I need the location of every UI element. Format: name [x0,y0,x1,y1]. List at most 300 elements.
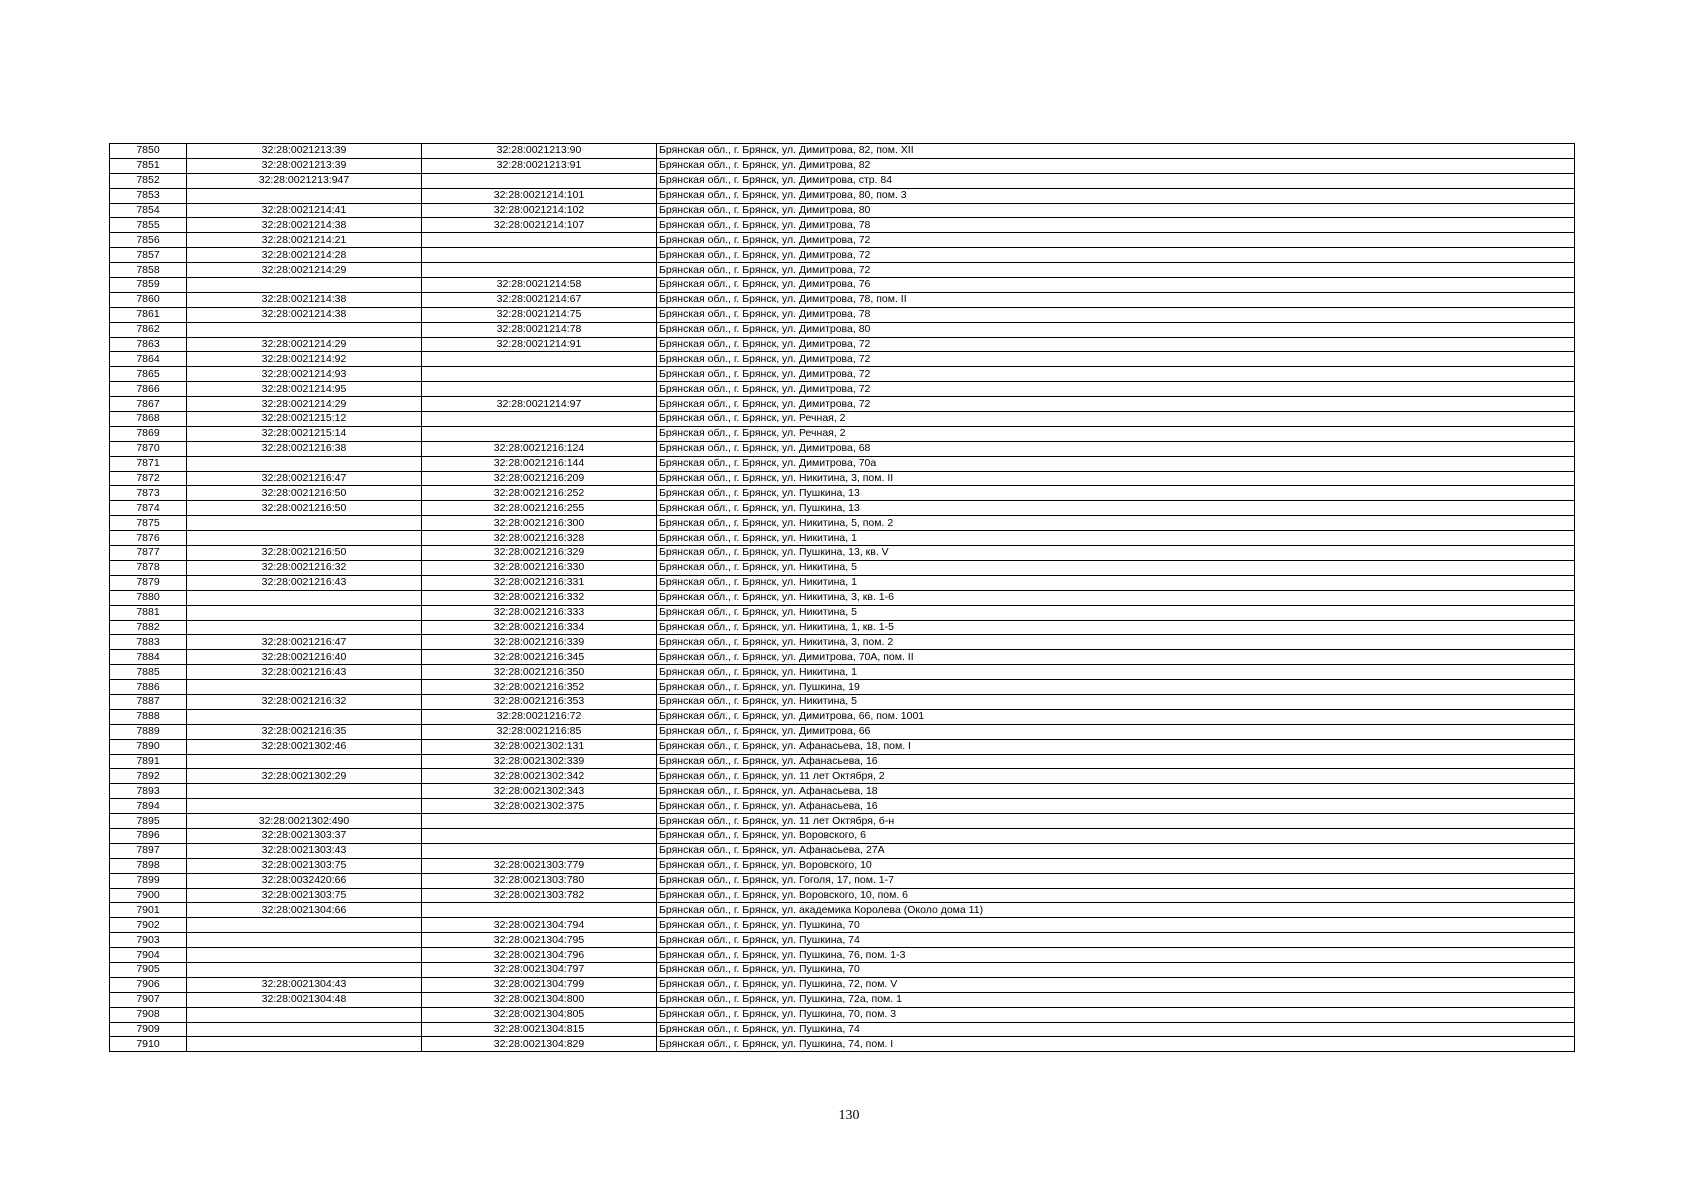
row-number-cell: 7887 [110,694,187,709]
address-cell: Брянская обл., г. Брянск, ул. Пушкина, 13 [657,501,1575,516]
address-cell: Брянская обл., г. Брянск, ул. Никитина, 1 [657,575,1575,590]
table-row [110,501,1575,516]
table-row [110,754,1575,769]
object-cadastral-number-cell: 32:28:0021216:255 [422,501,657,516]
table-row [110,292,1575,307]
parcel-cadastral-number-cell: 32:28:0021216:47 [187,635,422,650]
address-cell: Брянская обл., г. Брянск, ул. Димитрова, 82, пом. XII [657,144,1575,159]
row-number-cell: 7900 [110,888,187,903]
table-row [110,144,1575,159]
table-row [110,382,1575,397]
row-number-cell: 7865 [110,367,187,382]
object-cadastral-number-cell [422,233,657,248]
parcel-cadastral-number-cell [187,680,422,695]
table-row [110,977,1575,992]
row-number-cell: 7880 [110,590,187,605]
address-cell: Брянская обл., г. Брянск, ул. Никитина, 3, пом. 2 [657,635,1575,650]
object-cadastral-number-cell: 32:28:0021216:328 [422,531,657,546]
address-cell: Брянская обл., г. Брянск, ул. Димитрова, 72 [657,352,1575,367]
row-number-cell: 7875 [110,516,187,531]
parcel-cadastral-number-cell [187,188,422,203]
object-cadastral-number-cell: 32:28:0021304:799 [422,977,657,992]
parcel-cadastral-number-cell [187,516,422,531]
row-number-cell: 7870 [110,441,187,456]
row-number-cell: 7866 [110,382,187,397]
object-cadastral-number-cell: 32:28:0021216:329 [422,546,657,561]
parcel-cadastral-number-cell: 32:28:0021216:35 [187,724,422,739]
page-number: 130 [838,1108,860,1123]
row-number-cell: 7857 [110,248,187,263]
address-cell: Брянская обл., г. Брянск, ул. Воровского, 10 [657,858,1575,873]
parcel-cadastral-number-cell: 32:28:0021303:37 [187,828,422,843]
address-cell: Брянская обл., г. Брянск, ул. Воровского, 10, пом. 6 [657,888,1575,903]
table-row [110,873,1575,888]
object-cadastral-number-cell: 32:28:0021216:300 [422,516,657,531]
address-cell: Брянская обл., г. Брянск, ул. Афанасьева, 18, пом. I [657,739,1575,754]
table-row [110,471,1575,486]
row-number-cell: 7905 [110,962,187,977]
row-number-cell: 7869 [110,426,187,441]
address-cell: Брянская обл., г. Брянск, ул. Димитрова, 72 [657,263,1575,278]
object-cadastral-number-cell [422,367,657,382]
address-cell: Брянская обл., г. Брянск, ул. Димитрова, 72 [657,382,1575,397]
address-cell: Брянская обл., г. Брянск, ул. Димитрова, 80, пом. 3 [657,188,1575,203]
address-cell: Брянская обл., г. Брянск, ул. академика Королева (Около дома 11) [657,903,1575,918]
address-cell: Брянская обл., г. Брянск, ул. Димитрова, 70а [657,456,1575,471]
row-number-cell: 7871 [110,456,187,471]
parcel-cadastral-number-cell: 32:28:0021303:75 [187,888,422,903]
row-number-cell: 7886 [110,680,187,695]
address-cell: Брянская обл., г. Брянск, ул. Пушкина, 74 [657,1022,1575,1037]
parcel-cadastral-number-cell: 32:28:0021214:38 [187,307,422,322]
object-cadastral-number-cell: 32:28:0021216:353 [422,694,657,709]
row-number-cell: 7910 [110,1037,187,1052]
table-row [110,1022,1575,1037]
row-number-cell: 7890 [110,739,187,754]
parcel-cadastral-number-cell: 32:28:0032420:66 [187,873,422,888]
parcel-cadastral-number-cell [187,456,422,471]
parcel-cadastral-number-cell: 32:28:0021216:43 [187,665,422,680]
row-number-cell: 7854 [110,203,187,218]
table-row [110,218,1575,233]
object-cadastral-number-cell: 32:28:0021216:330 [422,560,657,575]
address-cell: Брянская обл., г. Брянск, ул. Никитина, 1 [657,531,1575,546]
table-row [110,412,1575,427]
table-row [110,784,1575,799]
address-cell: Брянская обл., г. Брянск, ул. Пушкина, 70 [657,918,1575,933]
parcel-cadastral-number-cell [187,605,422,620]
address-cell: Брянская обл., г. Брянск, ул. Димитрова, 68 [657,441,1575,456]
row-number-cell: 7889 [110,724,187,739]
row-number-cell: 7858 [110,263,187,278]
parcel-cadastral-number-cell: 32:28:0021216:43 [187,575,422,590]
table-row [110,397,1575,412]
parcel-cadastral-number-cell [187,754,422,769]
row-number-cell: 7851 [110,158,187,173]
address-cell: Брянская обл., г. Брянск, ул. Афанасьева, 16 [657,799,1575,814]
object-cadastral-number-cell [422,352,657,367]
object-cadastral-number-cell: 32:28:0021216:85 [422,724,657,739]
address-cell: Брянская обл., г. Брянск, ул. Пушкина, 72, пом. V [657,977,1575,992]
row-number-cell: 7895 [110,814,187,829]
address-cell: Брянская обл., г. Брянск, ул. Димитрова, стр. 84 [657,173,1575,188]
table-row [110,441,1575,456]
address-cell: Брянская обл., г. Брянск, ул. Никитина, 5, пом. 2 [657,516,1575,531]
address-cell: Брянская обл., г. Брянск, ул. Пушкина, 19 [657,680,1575,695]
parcel-cadastral-number-cell: 32:28:0021214:93 [187,367,422,382]
table-row [110,263,1575,278]
parcel-cadastral-number-cell: 32:28:0021216:50 [187,486,422,501]
object-cadastral-number-cell: 32:28:0021303:780 [422,873,657,888]
address-cell: Брянская обл., г. Брянск, ул. Пушкина, 76, пом. 1-3 [657,948,1575,963]
parcel-cadastral-number-cell [187,709,422,724]
parcel-cadastral-number-cell: 32:28:0021214:21 [187,233,422,248]
address-cell: Брянская обл., г. Брянск, ул. Димитрова, 70А, пом. II [657,650,1575,665]
row-number-cell: 7893 [110,784,187,799]
parcel-cadastral-number-cell: 32:28:0021303:75 [187,858,422,873]
table-row [110,888,1575,903]
parcel-cadastral-number-cell: 32:28:0021214:29 [187,397,422,412]
object-cadastral-number-cell [422,843,657,858]
parcel-cadastral-number-cell [187,784,422,799]
row-number-cell: 7904 [110,948,187,963]
row-number-cell: 7898 [110,858,187,873]
row-number-cell: 7861 [110,307,187,322]
address-cell: Брянская обл., г. Брянск, ул. 11 лет Октября, 2 [657,769,1575,784]
object-cadastral-number-cell: 32:28:0021216:333 [422,605,657,620]
table-row [110,992,1575,1007]
parcel-cadastral-number-cell: 32:28:0021215:14 [187,426,422,441]
row-number-cell: 7864 [110,352,187,367]
row-number-cell: 7909 [110,1022,187,1037]
address-cell: Брянская обл., г. Брянск, ул. Димитрова, 66 [657,724,1575,739]
table-row [110,203,1575,218]
object-cadastral-number-cell: 32:28:0021302:131 [422,739,657,754]
table-row [110,322,1575,337]
object-cadastral-number-cell: 32:28:0021302:343 [422,784,657,799]
parcel-cadastral-number-cell: 32:28:0021214:38 [187,218,422,233]
table-row [110,575,1575,590]
parcel-cadastral-number-cell [187,620,422,635]
table-row [110,843,1575,858]
address-cell: Брянская обл., г. Брянск, ул. Пушкина, 13, кв. V [657,546,1575,561]
table-row [110,799,1575,814]
object-cadastral-number-cell [422,426,657,441]
row-number-cell: 7862 [110,322,187,337]
address-cell: Брянская обл., г. Брянск, ул. Димитрова, 72 [657,233,1575,248]
table-row [110,278,1575,293]
object-cadastral-number-cell: 32:28:0021216:331 [422,575,657,590]
parcel-cadastral-number-cell [187,948,422,963]
parcel-cadastral-number-cell: 32:28:0021302:29 [187,769,422,784]
object-cadastral-number-cell: 32:28:0021302:375 [422,799,657,814]
address-cell: Брянская обл., г. Брянск, ул. Никитина, 3, пом. II [657,471,1575,486]
address-cell: Брянская обл., г. Брянск, ул. Димитрова, 76 [657,278,1575,293]
object-cadastral-number-cell: 32:28:0021216:144 [422,456,657,471]
parcel-cadastral-number-cell: 32:28:0021302:490 [187,814,422,829]
parcel-cadastral-number-cell [187,962,422,977]
table-row [110,605,1575,620]
parcel-cadastral-number-cell [187,933,422,948]
address-cell: Брянская обл., г. Брянск, ул. Афанасьева, 27А [657,843,1575,858]
object-cadastral-number-cell: 32:28:0021216:350 [422,665,657,680]
address-cell: Брянская обл., г. Брянск, ул. Димитрова, 72 [657,248,1575,263]
object-cadastral-number-cell: 32:28:0021214:101 [422,188,657,203]
parcel-cadastral-number-cell: 32:28:0021214:92 [187,352,422,367]
table-row [110,635,1575,650]
address-cell: Брянская обл., г. Брянск, ул. Димитрова, 72 [657,337,1575,352]
parcel-cadastral-number-cell: 32:28:0021214:29 [187,337,422,352]
table-row [110,828,1575,843]
row-number-cell: 7856 [110,233,187,248]
object-cadastral-number-cell: 32:28:0021304:794 [422,918,657,933]
row-number-cell: 7873 [110,486,187,501]
parcel-cadastral-number-cell: 32:28:0021214:29 [187,263,422,278]
table-row [110,456,1575,471]
registry-table-body [110,144,1575,1052]
row-number-cell: 7867 [110,397,187,412]
row-number-cell: 7896 [110,828,187,843]
object-cadastral-number-cell: 32:28:0021216:252 [422,486,657,501]
parcel-cadastral-number-cell: 32:28:0021304:48 [187,992,422,1007]
address-cell: Брянская обл., г. Брянск, ул. Никитина, 3, кв. 1-6 [657,590,1575,605]
row-number-cell: 7872 [110,471,187,486]
table-row [110,1007,1575,1022]
table-row [110,739,1575,754]
registry-table [109,143,1575,1052]
table-row [110,665,1575,680]
table-row [110,426,1575,441]
parcel-cadastral-number-cell: 32:28:0021216:40 [187,650,422,665]
row-number-cell: 7855 [110,218,187,233]
address-cell: Брянская обл., г. Брянск, ул. Димитрова, 80 [657,322,1575,337]
object-cadastral-number-cell: 32:28:0021213:90 [422,144,657,159]
row-number-cell: 7892 [110,769,187,784]
parcel-cadastral-number-cell [187,918,422,933]
address-cell: Брянская обл., г. Брянск, ул. Никитина, 1 [657,665,1575,680]
row-number-cell: 7859 [110,278,187,293]
table-row [110,546,1575,561]
parcel-cadastral-number-cell: 32:28:0021215:12 [187,412,422,427]
table-row [110,620,1575,635]
address-cell: Брянская обл., г. Брянск, ул. Димитрова, 72 [657,367,1575,382]
object-cadastral-number-cell: 32:28:0021304:815 [422,1022,657,1037]
object-cadastral-number-cell: 32:28:0021214:102 [422,203,657,218]
object-cadastral-number-cell: 32:28:0021214:78 [422,322,657,337]
parcel-cadastral-number-cell [187,799,422,814]
parcel-cadastral-number-cell: 32:28:0021302:46 [187,739,422,754]
parcel-cadastral-number-cell: 32:28:0021213:39 [187,158,422,173]
parcel-cadastral-number-cell [187,278,422,293]
object-cadastral-number-cell: 32:28:0021303:779 [422,858,657,873]
table-row [110,962,1575,977]
parcel-cadastral-number-cell: 32:28:0021303:43 [187,843,422,858]
row-number-cell: 7907 [110,992,187,1007]
row-number-cell: 7888 [110,709,187,724]
row-number-cell: 7863 [110,337,187,352]
table-row [110,367,1575,382]
object-cadastral-number-cell: 32:28:0021304:797 [422,962,657,977]
row-number-cell: 7906 [110,977,187,992]
parcel-cadastral-number-cell: 32:28:0021304:66 [187,903,422,918]
row-number-cell: 7891 [110,754,187,769]
parcel-cadastral-number-cell: 32:28:0021214:28 [187,248,422,263]
object-cadastral-number-cell [422,263,657,278]
table-row [110,918,1575,933]
parcel-cadastral-number-cell: 32:28:0021213:947 [187,173,422,188]
object-cadastral-number-cell: 32:28:0021216:352 [422,680,657,695]
object-cadastral-number-cell: 32:28:0021304:805 [422,1007,657,1022]
object-cadastral-number-cell: 32:28:0021216:334 [422,620,657,635]
address-cell: Брянская обл., г. Брянск, ул. Пушкина, 74 [657,933,1575,948]
row-number-cell: 7885 [110,665,187,680]
table-row [110,650,1575,665]
object-cadastral-number-cell [422,412,657,427]
table-row [110,307,1575,322]
row-number-cell: 7899 [110,873,187,888]
parcel-cadastral-number-cell: 32:28:0021216:32 [187,560,422,575]
object-cadastral-number-cell [422,828,657,843]
table-row [110,933,1575,948]
parcel-cadastral-number-cell [187,1037,422,1052]
object-cadastral-number-cell: 32:28:0021214:75 [422,307,657,322]
object-cadastral-number-cell: 32:28:0021216:332 [422,590,657,605]
address-cell: Брянская обл., г. Брянск, ул. Димитрова, 78 [657,307,1575,322]
parcel-cadastral-number-cell: 32:28:0021214:41 [187,203,422,218]
row-number-cell: 7881 [110,605,187,620]
object-cadastral-number-cell: 32:28:0021303:782 [422,888,657,903]
row-number-cell: 7860 [110,292,187,307]
object-cadastral-number-cell: 32:28:0021302:342 [422,769,657,784]
address-cell: Брянская обл., г. Брянск, ул. Воровского, 6 [657,828,1575,843]
parcel-cadastral-number-cell: 32:28:0021216:32 [187,694,422,709]
object-cadastral-number-cell: 32:28:0021216:124 [422,441,657,456]
row-number-cell: 7878 [110,560,187,575]
table-row [110,531,1575,546]
address-cell: Брянская обл., г. Брянск, ул. Пушкина, 70, пом. 3 [657,1007,1575,1022]
object-cadastral-number-cell: 32:28:0021302:339 [422,754,657,769]
address-cell: Брянская обл., г. Брянск, ул. Димитрова, 78, пом. II [657,292,1575,307]
object-cadastral-number-cell: 32:28:0021216:72 [422,709,657,724]
address-cell: Брянская обл., г. Брянск, ул. Никитина, 5 [657,694,1575,709]
parcel-cadastral-number-cell: 32:28:0021216:38 [187,441,422,456]
address-cell: Брянская обл., г. Брянск, ул. Димитрова, 66, пом. 1001 [657,709,1575,724]
object-cadastral-number-cell [422,814,657,829]
table-row [110,814,1575,829]
row-number-cell: 7850 [110,144,187,159]
row-number-cell: 7853 [110,188,187,203]
row-number-cell: 7897 [110,843,187,858]
object-cadastral-number-cell: 32:28:0021304:800 [422,992,657,1007]
row-number-cell: 7877 [110,546,187,561]
address-cell: Брянская обл., г. Брянск, ул. Афанасьева, 18 [657,784,1575,799]
parcel-cadastral-number-cell [187,531,422,546]
table-row [110,560,1575,575]
address-cell: Брянская обл., г. Брянск, ул. Пушкина, 74, пом. I [657,1037,1575,1052]
row-number-cell: 7876 [110,531,187,546]
parcel-cadastral-number-cell [187,590,422,605]
object-cadastral-number-cell [422,173,657,188]
address-cell: Брянская обл., г. Брянск, ул. Никитина, 1, кв. 1-5 [657,620,1575,635]
parcel-cadastral-number-cell [187,1007,422,1022]
table-row [110,948,1575,963]
parcel-cadastral-number-cell: 32:28:0021304:43 [187,977,422,992]
parcel-cadastral-number-cell [187,1022,422,1037]
address-cell: Брянская обл., г. Брянск, ул. Димитрова, 78 [657,218,1575,233]
row-number-cell: 7908 [110,1007,187,1022]
address-cell: Брянская обл., г. Брянск, ул. 11 лет Октября, б-н [657,814,1575,829]
object-cadastral-number-cell [422,382,657,397]
address-cell: Брянская обл., г. Брянск, ул. Гоголя, 17, пом. 1-7 [657,873,1575,888]
object-cadastral-number-cell: 32:28:0021214:67 [422,292,657,307]
row-number-cell: 7894 [110,799,187,814]
table-row [110,903,1575,918]
address-cell: Брянская обл., г. Брянск, ул. Димитрова, 72 [657,397,1575,412]
table-row [110,516,1575,531]
table-row [110,1037,1575,1052]
object-cadastral-number-cell: 32:28:0021214:97 [422,397,657,412]
row-number-cell: 7902 [110,918,187,933]
row-number-cell: 7882 [110,620,187,635]
address-cell: Брянская обл., г. Брянск, ул. Димитрова, 80 [657,203,1575,218]
address-cell: Брянская обл., г. Брянск, ул. Никитина, 5 [657,560,1575,575]
parcel-cadastral-number-cell: 32:28:0021216:50 [187,501,422,516]
parcel-cadastral-number-cell: 32:28:0021216:47 [187,471,422,486]
row-number-cell: 7903 [110,933,187,948]
table-row [110,709,1575,724]
row-number-cell: 7883 [110,635,187,650]
table-row [110,680,1575,695]
row-number-cell: 7901 [110,903,187,918]
object-cadastral-number-cell [422,903,657,918]
object-cadastral-number-cell: 32:28:0021214:107 [422,218,657,233]
address-cell: Брянская обл., г. Брянск, ул. Пушкина, 70 [657,962,1575,977]
table-row [110,590,1575,605]
parcel-cadastral-number-cell: 32:28:0021214:95 [187,382,422,397]
row-number-cell: 7879 [110,575,187,590]
row-number-cell: 7868 [110,412,187,427]
parcel-cadastral-number-cell: 32:28:0021214:38 [187,292,422,307]
row-number-cell: 7884 [110,650,187,665]
object-cadastral-number-cell: 32:28:0021214:58 [422,278,657,293]
object-cadastral-number-cell: 32:28:0021216:209 [422,471,657,486]
object-cadastral-number-cell: 32:28:0021304:796 [422,948,657,963]
address-cell: Брянская обл., г. Брянск, ул. Речная, 2 [657,426,1575,441]
object-cadastral-number-cell: 32:28:0021304:795 [422,933,657,948]
address-cell: Брянская обл., г. Брянск, ул. Речная, 2 [657,412,1575,427]
address-cell: Брянская обл., г. Брянск, ул. Димитрова, 82 [657,158,1575,173]
object-cadastral-number-cell: 32:28:0021216:339 [422,635,657,650]
table-row [110,158,1575,173]
table-row [110,173,1575,188]
parcel-cadastral-number-cell [187,322,422,337]
address-cell: Брянская обл., г. Брянск, ул. Пушкина, 72а, пом. 1 [657,992,1575,1007]
table-row [110,188,1575,203]
address-cell: Брянская обл., г. Брянск, ул. Никитина, 5 [657,605,1575,620]
address-cell: Брянская обл., г. Брянск, ул. Пушкина, 13 [657,486,1575,501]
row-number-cell: 7852 [110,173,187,188]
object-cadastral-number-cell: 32:28:0021304:829 [422,1037,657,1052]
object-cadastral-number-cell: 32:28:0021213:91 [422,158,657,173]
table-row [110,248,1575,263]
object-cadastral-number-cell: 32:28:0021216:345 [422,650,657,665]
table-row [110,352,1575,367]
object-cadastral-number-cell: 32:28:0021214:91 [422,337,657,352]
table-row [110,694,1575,709]
object-cadastral-number-cell [422,248,657,263]
row-number-cell: 7874 [110,501,187,516]
table-row [110,486,1575,501]
